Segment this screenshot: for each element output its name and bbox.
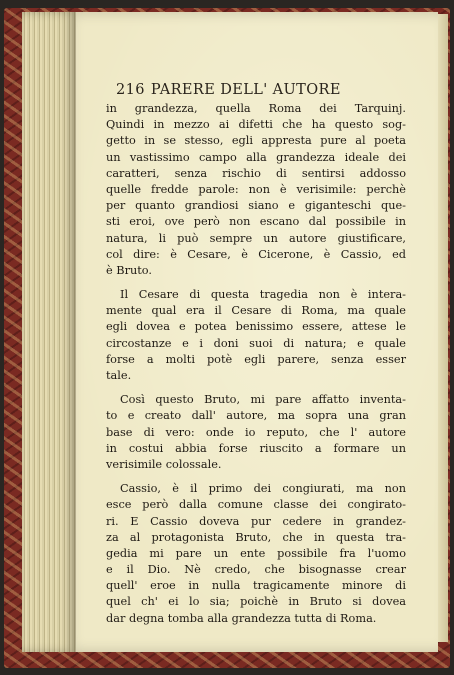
text-line: ri. E Cassio doveva pur cedere in grandez-: [106, 514, 406, 528]
text-line: Quindi in mezzo ai difetti che ha questo sog-: [106, 118, 406, 132]
paragraph: [106, 392, 406, 473]
paragraph: [106, 481, 406, 627]
running-header: [116, 82, 416, 100]
text-line: to e creato dall' autore, ma sopra una gran: [106, 409, 406, 423]
text-line: per quanto grandiosi siano e giganteschi que-: [106, 199, 406, 213]
body-text: [106, 101, 406, 627]
text-line: è Bruto.: [106, 263, 152, 277]
paragraph: [106, 101, 406, 279]
text-line: quel ch' ei lo sia; poichè in Bruto si dovea: [106, 595, 406, 609]
running-title: PARERE DELL' AUTORE: [150, 82, 341, 98]
text-line: getto in se stesso, egli appresta pure al poeta: [106, 134, 406, 148]
paragraph-gap: [106, 473, 406, 481]
text-line: sti eroi, ove però non escano dal possibile in: [106, 215, 406, 229]
text-line: Cassio, è il primo dei congiurati, ma non: [120, 482, 406, 496]
paragraph-gap: [106, 384, 406, 392]
text-line: gedia mi pare un ente possibile fra l'uomo: [106, 546, 406, 560]
text-line: in grandezza, quella Roma dei Tarquinj.: [106, 102, 406, 115]
paragraph: [106, 287, 406, 384]
text-line: base di vero: onde io reputo, che l' autore: [106, 425, 406, 439]
text-line: egli dovea e potea benissimo essere, attese le: [106, 320, 406, 334]
text-line: esce però dalla comune classe dei congirato-: [106, 498, 406, 512]
text-line: Così questo Bruto, mi pare affatto inventa-: [120, 393, 406, 407]
text-line: za al protagonista Bruto, che in questa tra-: [106, 530, 406, 544]
text-line: e il Dio. Nè credo, che bisognasse crear: [106, 563, 406, 577]
text-line: natura, li può sempre un autore giustificare,: [106, 231, 406, 245]
text-line: verisimile colossale.: [106, 457, 222, 471]
text-line: in costui abbia forse riuscito a formare un: [106, 441, 406, 455]
text-line: quell' eroe in nulla tragicamente minore di: [106, 579, 406, 593]
text-line: mente qual era il Cesare di Roma, ma quale: [106, 304, 406, 318]
paragraph-gap: [106, 279, 406, 287]
page-stack-left: [22, 12, 76, 652]
text-line: dar degna tomba alla grandezza tutta di Roma.: [106, 611, 377, 625]
text-line: caratteri, senza rischio di sentirsi addosso: [106, 166, 406, 180]
text-line: tale.: [106, 369, 132, 382]
page-number: 216: [116, 82, 145, 98]
text-line: col dire: è Cesare, è Cicerone, è Cassio, ed: [106, 247, 406, 261]
text-line: Il Cesare di questa tragedia non è intera-: [120, 288, 406, 302]
text-line: circostanze e i doni suoi di natura; e quale: [106, 336, 406, 350]
text-line: quelle fredde parole: non è verisimile: perchè: [106, 182, 406, 196]
text-line: un vastissimo campo alla grandezza ideale dei: [106, 150, 406, 164]
text-line: forse a molti potè egli parere, senza esser: [106, 352, 406, 366]
